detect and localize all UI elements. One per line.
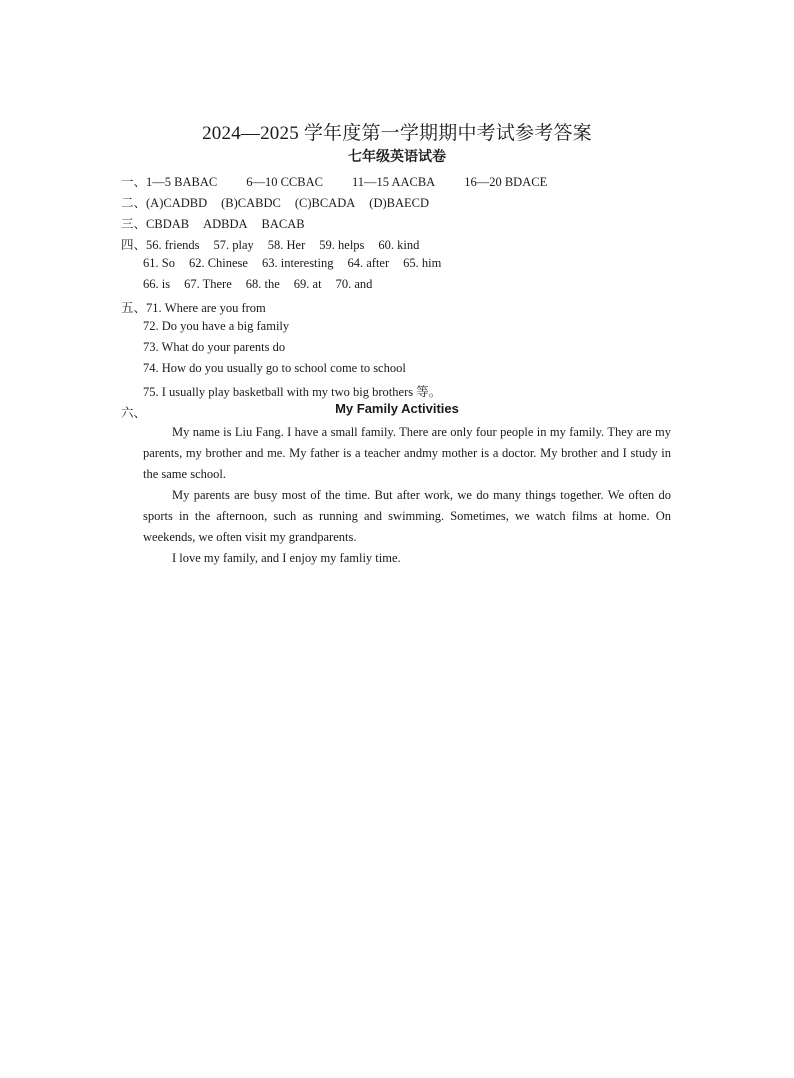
section-4-row-3 (143, 277, 372, 292)
answer-item: 66. is (143, 277, 171, 291)
answer-item: 62. Chinese (188, 256, 248, 270)
answer-item: 64. after (347, 256, 390, 270)
answer-sentence: 74. How do you usually go to school come to school (143, 361, 406, 375)
section-5-marker: 五、 (121, 301, 147, 315)
essay-paragraph: My name is Liu Fang. I have a small family. There are only four people in my family. They are my parents, my brother and me. My father is a teacher andmy mother is a doctor. My brother and I study in the same school. (143, 425, 671, 481)
section-3-answers (121, 214, 305, 232)
page-subtitle: 七年级英语试卷 (348, 149, 446, 165)
answer-group: 6—10 CCBAC (246, 175, 323, 189)
section-4-row-2 (143, 256, 441, 271)
answer-group: (B)CABDC (221, 196, 281, 210)
section-2-marker: 二、 (121, 196, 147, 210)
answer-item: 56. friends (146, 238, 200, 252)
section-5-item-71 (121, 298, 266, 316)
essay-paragraph: I love my family, and I enjoy my famliy time. (172, 551, 401, 565)
answer-item: 65. him (403, 256, 442, 270)
section-6-marker: 六、 (121, 406, 147, 420)
answer-item: 60. kind (378, 238, 420, 252)
answer-item: 63. interesting (261, 256, 334, 270)
answer-group: CBDAB (146, 217, 190, 231)
answer-item: 70. and (335, 277, 373, 291)
answer-item: 58. Her (267, 238, 306, 252)
answer-group: 1—5 BABAC (146, 175, 218, 189)
section-1-answers (121, 172, 547, 190)
answer-sentence: 71. Where are you from (146, 301, 266, 315)
answer-item: 67. There (184, 277, 232, 291)
answer-group: ADBDA (203, 217, 248, 231)
answer-item: 61. So (143, 256, 175, 270)
section-2-answers (121, 193, 429, 211)
essay-body (143, 422, 671, 569)
answer-item: 68. the (245, 277, 280, 291)
answer-group: (D)BAECD (369, 196, 429, 210)
answer-item: 59. helps (319, 238, 365, 252)
section-3-marker: 三、 (121, 217, 147, 231)
answer-group: BACAB (261, 217, 305, 231)
answer-sentence: 75. I usually play basketball with my two big brothers 等。 (143, 385, 442, 399)
answer-group: (A)CADBD (146, 196, 208, 210)
answer-group: 16—20 BDACE (464, 175, 548, 189)
essay-paragraph: My parents are busy most of the time. But after work, we do many things together. We often do sports in the afternoon, such as running and swimming. Sometimes, we watch films at home. On weekends, we often visit my grandparents. (143, 488, 671, 544)
answer-group: (C)BCADA (294, 196, 356, 210)
answer-sentence: 73. What do your parents do (143, 340, 286, 354)
answer-item: 57. play (213, 238, 254, 252)
page-title: 2024—2025 学年度第一学期期中考试参考答案 (202, 123, 592, 144)
answer-sentence: 72. Do you have a big family (143, 319, 290, 333)
section-1-marker: 一、 (121, 175, 147, 189)
section-4-row-1 (121, 235, 419, 253)
answer-item: 69. at (293, 277, 322, 291)
section-4-marker: 四、 (121, 238, 147, 252)
answer-group: 11—15 AACBA (351, 175, 436, 189)
essay-title: My Family Activities (335, 401, 459, 416)
